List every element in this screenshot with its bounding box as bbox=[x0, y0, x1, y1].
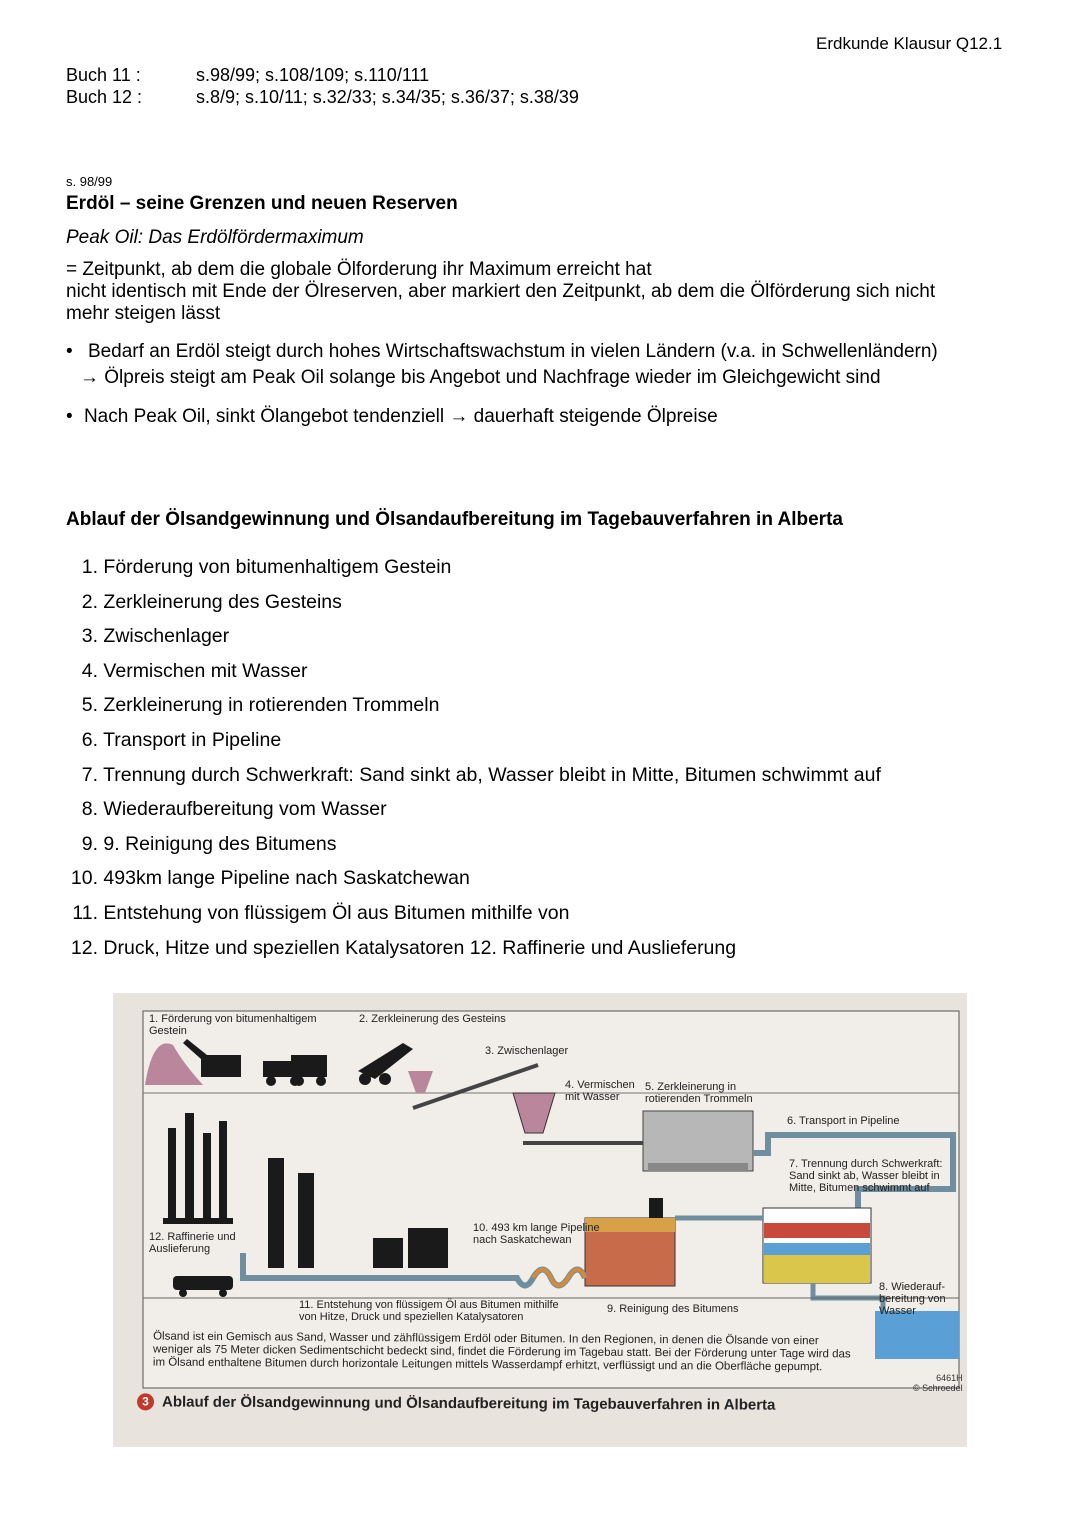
step-number: 12. bbox=[70, 936, 98, 959]
publisher-credit: © Schroedel bbox=[913, 1383, 963, 1393]
step-text: Transport in Pipeline bbox=[103, 728, 282, 751]
step-text: Zerkleinerung des Gesteins bbox=[103, 590, 342, 613]
step-number: 3. bbox=[81, 625, 98, 648]
list-item bbox=[66, 657, 881, 692]
figure-note: Ölsand ist ein Gemisch aus Sand, Wasser und zähflüssigem Erdöl oder Bitumen. In den Regionen, in denen die Ölsande von einer weniger als 75 Meter dicken Sedimentschicht bedeckt sind, findet die Förderung im Tagebau statt. Bei der Förderung unter Tage wird das im Ölsand enthaltene Bitumen durch horizontale Leitungen mittels Wasserdampf erhitzt, verflüssigt und an die Oberfläche gepumpt. bbox=[152, 1330, 851, 1374]
list-item bbox=[66, 588, 881, 623]
process-diagram-illustration bbox=[113, 993, 967, 1447]
figure-number-badge: 3 bbox=[137, 1393, 154, 1410]
definition-line: nicht identisch mit Ende der Ölreserven, aber markiert den Zeitpunkt, ab dem die Ölförderung sich nicht bbox=[66, 281, 936, 302]
figure-caption bbox=[137, 1393, 775, 1413]
bullet-item bbox=[66, 339, 938, 365]
water-layer bbox=[764, 1243, 870, 1255]
list-item bbox=[66, 691, 881, 726]
step-text: Trennung durch Schwerkraft: Sand sinkt ab, Wasser bleibt in Mitte, Bitumen schwimmt auf bbox=[103, 763, 881, 786]
label-step-9: 9. Reinigung des Bitumens bbox=[607, 1303, 739, 1315]
process-steps-list bbox=[66, 553, 881, 968]
label-step-8: 8. Wiederauf- bereitung von Wasser bbox=[879, 1281, 946, 1317]
list-item bbox=[66, 553, 881, 588]
list-item bbox=[66, 795, 881, 830]
figure-code-number: 6461H bbox=[936, 1373, 963, 1383]
step-number: 6. bbox=[81, 728, 98, 751]
list-item bbox=[66, 622, 881, 657]
step-text: Förderung von bitumenhaltigem Gestein bbox=[103, 556, 452, 578]
step-number: 9. bbox=[81, 832, 98, 855]
step-text: Zerkleinerung in rotierenden Trommeln bbox=[103, 694, 440, 717]
label-step-2: 2. Zerkleinerung des Gesteins bbox=[359, 1013, 506, 1025]
list-item bbox=[66, 761, 881, 796]
list-item bbox=[66, 830, 881, 865]
label-step-4: 4. Vermischen mit Wasser bbox=[565, 1079, 635, 1103]
rotating-drum-shape bbox=[643, 1111, 753, 1171]
book-pages: s.98/99; s.108/109; s.110/111 bbox=[196, 65, 430, 85]
label-step-5: 5. Zerkleinerung in rotierenden Trommeln bbox=[645, 1081, 753, 1105]
label-step-1: 1. Förderung von bitumenhaltigem Gestein bbox=[149, 1013, 317, 1037]
bullet-continuation: → Ölpreis steigt am Peak Oil solange bis Angebot und Nachfrage wieder im Gleichgewicht sind bbox=[80, 367, 881, 388]
book-pages: s.8/9; s.10/11; s.32/33; s.34/35; s.36/37; s.38/39 bbox=[196, 87, 579, 107]
bullet-dot-icon: • bbox=[66, 406, 73, 427]
step-number: 11. bbox=[72, 901, 98, 924]
step-text: Entstehung von flüssigem Öl aus Bitumen mithilfe von bbox=[103, 901, 570, 924]
figure-caption-text: Ablauf der Ölsandgewinnung und Ölsandaufbereitung im Tagebauverfahren in Alberta bbox=[161, 1393, 776, 1414]
list-item bbox=[66, 864, 881, 899]
label-step-6: 6. Transport in Pipeline bbox=[787, 1115, 900, 1127]
label-step-12: 12. Raffinerie und Auslieferung bbox=[149, 1231, 236, 1255]
step-text: 9. Reinigung des Bitumens bbox=[103, 832, 337, 855]
book-label: Buch 11 : bbox=[66, 65, 141, 85]
list-item bbox=[66, 934, 881, 969]
section-subtitle: Peak Oil: Das Erdölfördermaximum bbox=[66, 227, 364, 248]
drum-base bbox=[648, 1163, 748, 1171]
step-number: 2. bbox=[81, 590, 98, 613]
bullet-dot-icon: • bbox=[66, 341, 73, 362]
step-text: Zwischenlager bbox=[103, 625, 230, 648]
water-recycling-tank bbox=[875, 1311, 959, 1359]
book-reference-row bbox=[66, 86, 579, 108]
step-text: Vermischen mit Wasser bbox=[103, 659, 308, 682]
document-header-title: Erdkunde Klausur Q12.1 bbox=[816, 34, 1003, 53]
section-title: Erdöl – seine Grenzen und neuen Reserven bbox=[66, 193, 458, 214]
step-number: 8. bbox=[81, 798, 98, 821]
step-text: 493km lange Pipeline nach Saskatchewan bbox=[103, 867, 470, 890]
step-number: 4. bbox=[81, 659, 98, 682]
step-number: 10. bbox=[70, 867, 98, 890]
step-number: 7. bbox=[81, 763, 98, 786]
cleaning-tank-chimney bbox=[649, 1198, 663, 1218]
figure-code bbox=[913, 1373, 963, 1393]
bullet-text: Bedarf an Erdöl steigt durch hohes Wirtschaftswachstum in vielen Ländern (v.a. in Schwellenländern) bbox=[87, 341, 938, 362]
list-item bbox=[66, 726, 881, 761]
definition-line: = Zeitpunkt, ab dem die globale Ölforderung ihr Maximum erreicht hat bbox=[66, 259, 652, 280]
bullet-item bbox=[66, 404, 718, 430]
step-text: Wiederaufbereitung vom Wasser bbox=[103, 798, 387, 821]
process-diagram-figure bbox=[113, 993, 967, 1447]
label-step-3: 3. Zwischenlager bbox=[485, 1045, 569, 1057]
step-number: 5. bbox=[81, 694, 98, 717]
book-label: Buch 12 : bbox=[66, 87, 143, 107]
step-number: 1. bbox=[81, 556, 98, 578]
page-reference: s. 98/99 bbox=[66, 174, 113, 189]
bitumen-layer bbox=[764, 1223, 870, 1238]
book-reference-row bbox=[66, 64, 429, 86]
bullet-text: Nach Peak Oil, sinkt Ölangebot tendenziell → dauerhaft steigende Ölpreise bbox=[83, 406, 718, 427]
section-title: Ablauf der Ölsandgewinnung und Ölsandaufbereitung im Tagebauverfahren in Alberta bbox=[66, 509, 843, 530]
definition-line: mehr steigen lässt bbox=[66, 303, 221, 324]
sand-layer bbox=[764, 1255, 870, 1283]
label-step-7: 7. Trennung durch Schwerkraft: Sand sinkt ab, Wasser bleibt in Mitte, Bitumen schwimmt auf bbox=[789, 1158, 943, 1194]
label-step-11: 11. Entstehung von flüssigem Öl aus Bitumen mithilfe von Hitze, Druck und speziellen Katalysatoren bbox=[299, 1299, 559, 1323]
label-step-10: 10. 493 km lange Pipeline nach Saskatchewan bbox=[473, 1222, 600, 1246]
step-text: Druck, Hitze und speziellen Katalysatoren 12. Raffinerie und Auslieferung bbox=[103, 936, 737, 959]
list-item bbox=[66, 899, 881, 934]
